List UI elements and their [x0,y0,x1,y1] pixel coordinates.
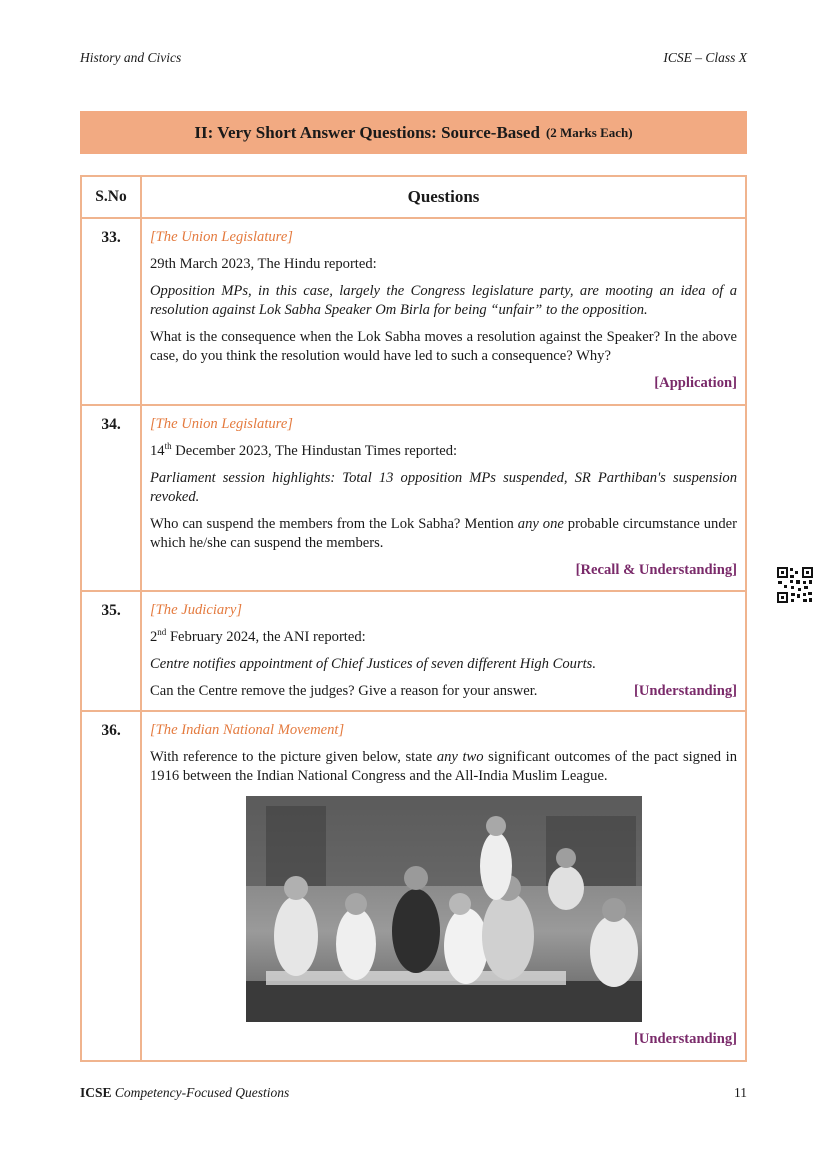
footer-brand: ICSE [80,1085,112,1100]
question-part: Who can suspend the members from the Lok Sabha? Mention [150,516,518,532]
table-row [81,218,746,405]
question-number: 35. [81,591,141,711]
question-part: With reference to the picture given below, state [150,749,437,765]
quote-part: “unfair” [490,302,543,318]
quote-part: to the opposition. [542,302,648,318]
footer-subtitle: Competency-Focused Questions [114,1085,290,1100]
date-rest: February 2024, the ANI reported: [166,629,366,645]
source-quote: Centre notifies appointment of Chief Justices of seven different High Courts. [150,656,596,672]
question-number: 34. [81,405,141,591]
table-header-row [81,176,746,218]
photo-illustration [246,796,642,1022]
table-row [81,711,746,1061]
source-quote: Parliament session highlights: Total 13 opposition MPs suspended, SR Parthiban's suspension revoked. [150,470,737,505]
question-text [150,515,737,553]
header-class: ICSE – Class X [663,50,747,65]
question-source [150,628,737,647]
question-part: significant outcomes of the pact signed in 1916 between the Indian National Congress and the All-India Muslim League. [150,749,737,784]
competency-tag: [Application] [654,375,737,391]
competency-tag: [Understanding] [634,683,737,699]
question-part: probable circumstance under which he/she can suspend the members. [150,516,737,551]
question-cell [141,218,746,405]
questions-table [80,175,747,1062]
date-day: 14 [150,443,165,459]
question-tag [150,1030,737,1049]
question-topic: [The Union Legislature] [150,229,293,245]
qr-code-icon[interactable] [776,566,814,604]
section-banner [80,111,747,154]
quote-part: Opposition MPs, in this case, largely the Congress legislature party, are mooting an idea of a resolution against Lok Sabha Speaker Om Birla for being [150,283,737,318]
question-number: 36. [81,711,141,1061]
column-header-sno: S.No [81,176,141,218]
question-line [150,682,737,701]
question-number: 33. [81,218,141,405]
section-title: II: Very Short Answer Questions: Source-Based [194,122,540,142]
question-cell [141,711,746,1061]
question-cell [141,405,746,591]
date-suffix: nd [157,627,167,638]
source-quote [150,282,737,320]
question-topic: [The Judiciary] [150,602,243,618]
historical-photo [246,796,642,1022]
page-number: 11 [734,1085,747,1100]
question-source: 29th March 2023, The Hindu reported: [150,256,377,272]
date-rest: December 2023, The Hindustan Times reported: [171,443,458,459]
question-source [150,442,737,461]
question-topic: [The Union Legislature] [150,416,293,432]
table-row [81,405,746,591]
date-suffix: th [164,441,172,452]
question-cell [141,591,746,711]
question-text: What is the consequence when the Lok Sabha moves a resolution against the Speaker? In the above case, do you think the resolution would have led to such a consequence? Why? [150,329,737,364]
question-text [150,748,737,786]
table-row [81,591,746,711]
question-emphasis: any one [517,516,564,532]
competency-tag: [Recall & Understanding] [575,562,737,578]
header-subject: History and Civics [80,50,182,65]
question-topic: [The Indian National Movement] [150,722,345,738]
competency-tag: [Understanding] [634,1031,737,1047]
column-header-questions: Questions [141,176,746,218]
question-emphasis: any two [436,749,484,765]
section-marks: (2 Marks Each) [545,124,633,140]
question-tag [150,374,737,393]
question-tag [150,561,737,580]
question-text: Can the Centre remove the judges? Give a reason for your answer. [150,683,538,699]
footer-title [80,1085,289,1101]
date-day: 2 [150,629,158,645]
